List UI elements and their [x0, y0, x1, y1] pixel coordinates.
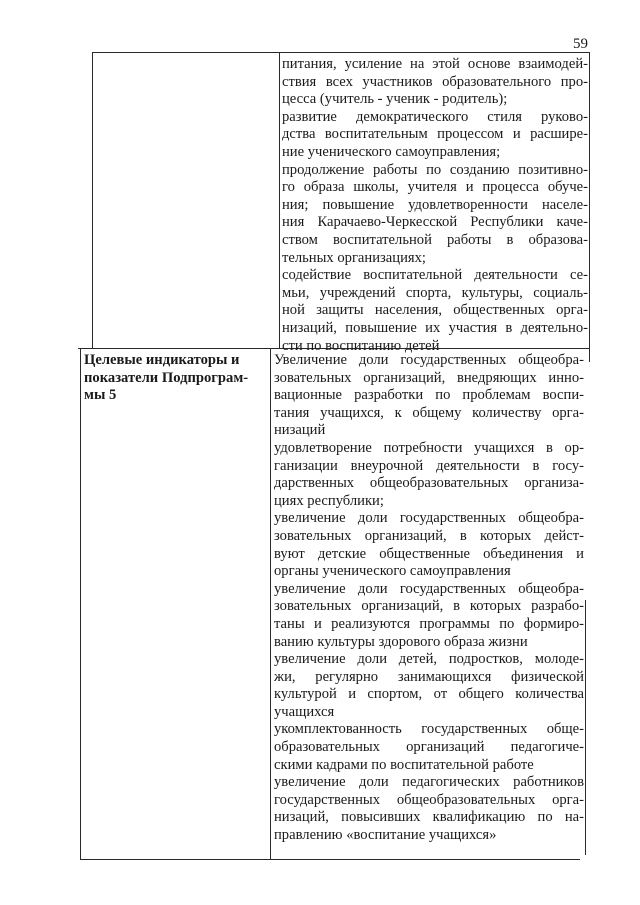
label-line: Целевые индикаторы и [84, 352, 240, 368]
text-line: дарственных общеобразовательных организа- [274, 475, 584, 492]
text-line: продолжение работы по созданию позитивно- [282, 161, 588, 178]
text-line: циях республики; [274, 492, 384, 509]
text-line: ванию культуры здорового образа жизни [274, 633, 528, 650]
label-line: показатели Подпрограм- [84, 369, 249, 386]
text-line: вационные разработки по проблемам воспи- [274, 387, 584, 404]
text-line: ствия всех участников образовательного про- [282, 73, 588, 90]
text-line: Увеличение доли государственных общеобра- [274, 352, 584, 368]
text-line: мьи, учреждений спорта, культуры, социаль- [282, 284, 588, 301]
text-line: тания учащихся, к общему количеству орга- [274, 404, 584, 421]
text-line: вуют детские общественные объединения и [274, 545, 584, 562]
text-line: низаций, повышение их участия в деятельно- [282, 319, 588, 336]
text-line: низаций [274, 422, 326, 439]
table-right-border-lower [585, 600, 586, 855]
text-line: увеличение доли государственных общеобра- [274, 580, 584, 597]
text-line: ния; повышение удовлетворенности населе- [282, 196, 588, 213]
text-line: правлению «воспитание учащихся» [274, 827, 497, 844]
text-line: укомплектованность государственных обще- [274, 721, 584, 738]
text-line: государственных общеобразовательных орга- [274, 791, 584, 808]
text-line: питания, усиление на этой основе взаимодей- [282, 56, 588, 72]
text-line: го образа школы, учителя и процесса обуче- [282, 179, 588, 196]
text-line: увеличение доли детей, подростков, молоде- [274, 651, 584, 668]
table-bottom-border [80, 859, 580, 860]
text-line: жи, регулярно занимающихся физической [274, 668, 584, 685]
text-line: зовательных организаций, в которых разрабо- [274, 598, 584, 615]
row1-right-cell [282, 56, 588, 355]
text-line: ной защиты населения, общественных орга- [282, 302, 588, 319]
table-right-border-upper [589, 52, 590, 362]
column-divider-lower [270, 348, 271, 860]
text-line: удовлетворение потребности учащихся в ор- [274, 439, 584, 456]
text-line: дства воспитательным процессом и расшире- [282, 126, 588, 143]
text-line: увеличение доли государственных общеобра- [274, 510, 584, 527]
table-top-border [92, 52, 589, 53]
text-line: образовательных организаций педагогиче- [274, 739, 584, 756]
text-line: органы ученического самоуправления [274, 563, 511, 580]
text-line: ством воспитательной работы в образова- [282, 231, 588, 248]
text-line: ние ученического самоуправления; [282, 143, 501, 160]
text-line: ганизации внеурочной деятельности в госу- [274, 457, 584, 474]
page-number: 59 [573, 36, 588, 52]
row2-label-cell [84, 352, 267, 405]
text-line: культурой и спортом, от общего количества [274, 686, 584, 703]
text-line: учащихся [274, 703, 335, 720]
text-line: скими кадрами по воспитательной работе [274, 756, 534, 773]
text-line: сти по воспитанию детей [282, 337, 440, 354]
text-line: ния Карачаево-Черкесской Республики каче- [282, 214, 588, 231]
label-line: мы 5 [84, 387, 117, 404]
text-line: зовательных организаций, внедряющих инно- [274, 369, 584, 386]
text-line: зовательных организаций, в которых дейст- [274, 527, 584, 544]
text-line: содействие воспитательной деятельности се- [282, 267, 588, 284]
text-line: таны и реализуются программы по формиро- [274, 615, 584, 632]
table-left-border-upper [92, 52, 93, 349]
text-line: развитие демократического стиля руково- [282, 108, 588, 125]
text-line: цесса (учитель - ученик - родитель); [282, 91, 508, 108]
text-line: низаций, повысивших квалификацию по на- [274, 809, 584, 826]
column-divider-upper [279, 52, 280, 349]
text-line: тельных организациях; [282, 249, 426, 266]
table-left-border-lower [80, 348, 81, 860]
text-line: увеличение доли педагогических работников [274, 774, 584, 791]
row2-right-cell [274, 352, 584, 845]
